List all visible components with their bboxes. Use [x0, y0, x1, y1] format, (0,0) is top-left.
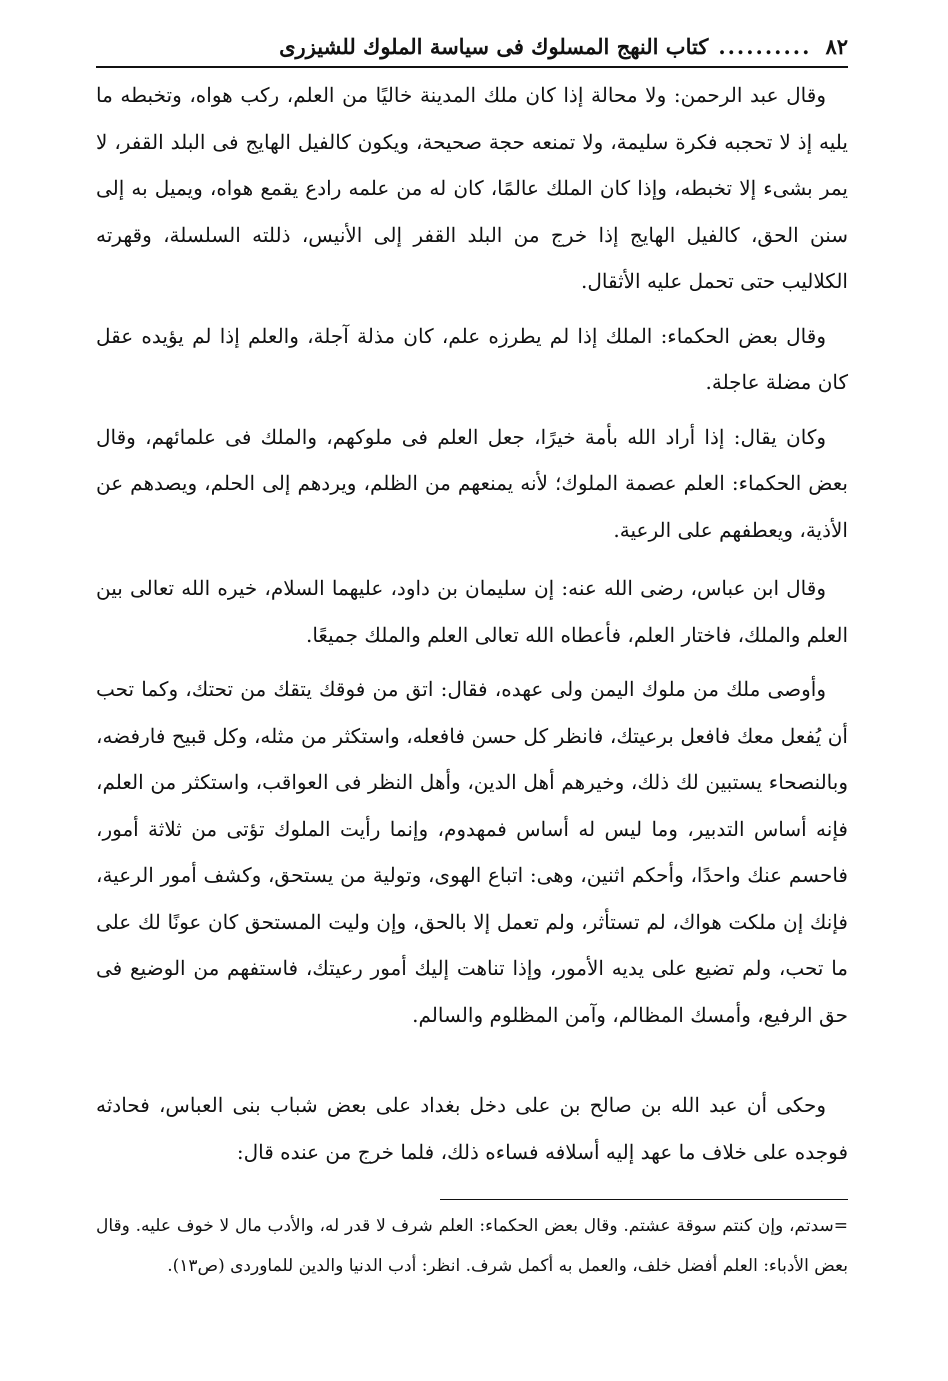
- footnote: =سدتم، وإن كنتم سوقة عشتم. وقال بعض الحكماء: العلم شرف لا قدر له، والأدب مال لا خوف عليه. وقال بعض الأدباء: العلم أفضل خلف، والعمل به أكمل شرف. انظر: أدب الدنيا والدين للماوردى (ص١٣).: [96, 1216, 848, 1276]
- paragraph-abd-al-rahman: وقال عبد الرحمن: ولا محالة إذا كان ملك المدينة خاليًا من العلم، ركب هواه، وتخبطه ما يليه إذ لا تحجبه فكرة سليمة، ولا تمنعه حجة صحيحة، ويكون كالفيل الهايج فى البلد القفر، لا يمر بشىء إلا تخبطه، وإذا كان الملك عالمًا، كان له من علمه رادع يقمع هواه، ويميل به إلى سنن الحق، كالفيل الهايج إذا خرج من البلد القفر إلى الأنيس، ذللته السلسلة، وقهرته الكلاليب حتى تحمل عليه الأثقال.: [96, 83, 848, 293]
- header-leader-dots: ..........: [718, 34, 812, 59]
- paragraph-yemen-king: وأوصى ملك من ملوك اليمن ولى عهده، فقال: اتق من فوقك يتقك من تحتك، وكما تحب أن يُفعل معك فافعل برعيتك، فانظر كل حسن فافعله، واستكثر من مثله، وكل قبيح فارفضه، وبالنصحاء يستبين لك ذلك، وخيرهم أهل الدين، وأهل النظر فى العواقب، واستكثر من العلم، فإنه أساس التدبير، وما ليس له أساس فمهدوم، وإنما رأيت الملوك تؤتى من ثلاثة أمور، فاحسم عنك واحدًا، وأحكم اثنين، وهى: اتباع الهوى، وتولية من يستحق، وكشف أمور الرعية، فإنك إن ملكت هواك، لم تستأثر، ولم تعمل إلا بالحق، وإن وليت المستحق كان عونًا لك على ما تحب، ولم تضيع على يديه الأمور، وإذا تناهت إليك أمور رعيتك، فاستفهم من الوضيع فى حق الرفيع، وأمسك المظالم، وآمن المظلوم والسالم.: [96, 677, 848, 1027]
- footnote-rule: [440, 1199, 848, 1200]
- main-text: [96, 72, 848, 1175]
- page-number: ٨٢: [825, 34, 848, 59]
- book-title: كتاب النهج المسلوك فى سياسة الملوك للشيزرى: [279, 34, 709, 59]
- paragraph-wa-kana-yuqal: وكان يقال: إذا أراد الله بأمة خيرًا، جعل العلم فى ملوكهم، والملك فى علمائهم، وقال بعض الحكماء: العلم عصمة الملوك؛ لأنه يمنعهم من الظلم، ويردهم إلى الحلم، ويصدهم عن الأذية، ويعطفهم على الرعية.: [96, 424, 849, 542]
- paragraph-ibn-abbas: وقال ابن عباس، رضى الله عنه: إن سليمان بن داود، عليهما السلام، خيره الله تعالى بين العلم والملك، فاختار العلم، فأعطاه الله تعالى العلم والملك جميعًا.: [96, 576, 848, 647]
- paragraph-abdallah-ibn-salih: وحكى أن عبد الله بن صالح بن على دخل بغداد على بعض شباب بنى العباس، فحادثه فوجده على خلاف ما عهد إليه أسلافه فساءه ذلك، فلما خرج من عنده قال:: [96, 1093, 848, 1164]
- paragraph-hukama-tiraz: وقال بعض الحكماء: الملك إذا لم يطرزه علم، كان مذلة آجلة، والعلم إذا لم يؤيده عقل كان مضلة عاجلة.: [96, 323, 848, 394]
- header-rule: [96, 66, 848, 68]
- running-header: [96, 30, 848, 64]
